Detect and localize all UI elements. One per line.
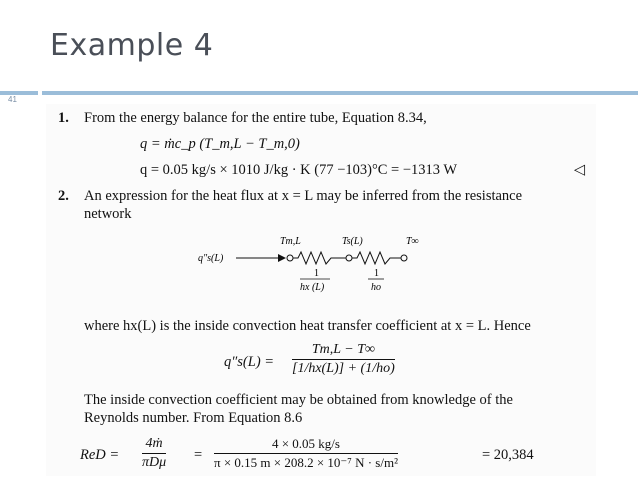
r1-denominator: hx (L) xyxy=(300,282,325,293)
slide-number: 41 xyxy=(8,95,17,104)
flux-eq-denominator: [1/hx(L)] + (1/ho) xyxy=(292,361,395,376)
step1-text: From the energy balance for the entire tube, Equation 8.34, xyxy=(84,110,427,126)
where-text: where hx(L) is the inside convection heat transfer coefficient at x = L. Hence xyxy=(84,318,531,334)
node-tml xyxy=(287,255,293,261)
step1-eq1: q = ṁc_p (T_m,L − T_m,0) xyxy=(140,136,300,152)
flux-arrow-icon xyxy=(278,254,286,262)
step2-text-line2: network xyxy=(84,206,132,222)
re-eq-f1-numerator: 4ṁ xyxy=(142,436,166,454)
re-eq-f2-denominator: π × 0.15 m × 208.2 × 10⁻⁷ N · s/m² xyxy=(214,455,398,470)
network-q-label: q″s(L) xyxy=(198,253,224,264)
slide-title: Example 4 xyxy=(50,28,214,63)
step1-number: 1. xyxy=(58,110,69,126)
flux-eq-lhs: q″s(L) = xyxy=(224,354,275,370)
re-eq-fraction2 xyxy=(214,436,398,471)
re-eq-f1-denominator: πDμ xyxy=(142,455,167,470)
step2-number: 2. xyxy=(58,188,69,204)
re-eq-f2-numerator: 4 × 0.05 kg/s xyxy=(214,436,398,454)
r1-numerator: 1 xyxy=(314,268,319,279)
resistance-network-diagram xyxy=(196,232,446,302)
flux-eq-fraction xyxy=(292,342,395,377)
node2-label: Ts(L) xyxy=(342,236,363,247)
re-eq-equals: = xyxy=(194,447,203,463)
node1-label: Tm,L xyxy=(280,236,301,247)
inside-text-line2: Reynolds number. From Equation 8.6 xyxy=(84,410,303,426)
r2-denominator: ho xyxy=(371,282,381,293)
inside-text-line1: The inside convection coefficient may be obtained from knowledge of the xyxy=(84,392,513,408)
re-eq-lhs: ReD = xyxy=(80,447,120,463)
resistor-2 xyxy=(352,252,401,264)
end-mark-icon: ◁ xyxy=(574,162,586,178)
step1-eq2: q = 0.05 kg/s × 1010 J/kg · K (77 −103)°C = −1313 W xyxy=(140,162,458,178)
re-eq-fraction1 xyxy=(142,436,166,471)
resistor-1 xyxy=(293,252,346,264)
scanned-solution-image xyxy=(46,104,596,476)
r2-numerator: 1 xyxy=(374,268,379,279)
flux-eq-numerator: Tm,L − T∞ xyxy=(292,342,395,360)
node3-label: T∞ xyxy=(406,236,419,247)
node-ts xyxy=(346,255,352,261)
title-rule-left xyxy=(0,91,38,95)
re-eq-result: = 20,384 xyxy=(482,447,534,463)
step2-text-line1: An expression for the heat flux at x = L may be inferred from the resistance xyxy=(84,188,523,204)
node-tinf xyxy=(401,255,407,261)
title-rule-right xyxy=(42,91,638,95)
